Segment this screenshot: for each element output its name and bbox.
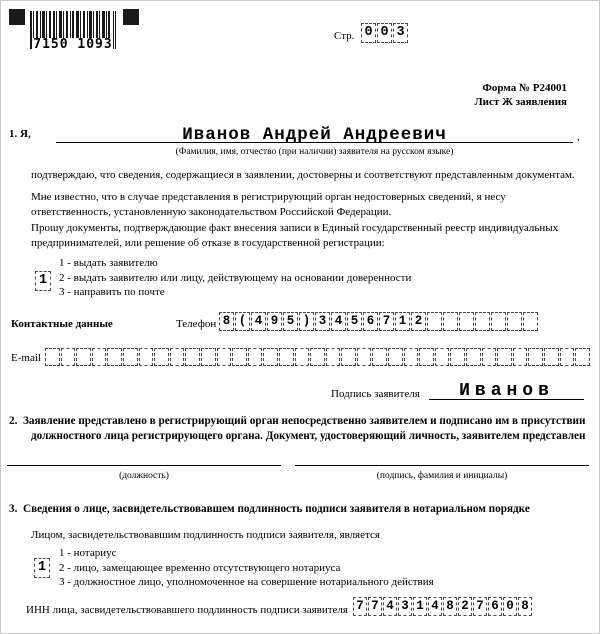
- email-label: E-mail: [11, 352, 41, 364]
- position-caption: (должность): [119, 471, 169, 481]
- confirm-paragraph: подтверждаю, что сведения, содержащиеся в заявлении, достоверны и соответствуют представленным документам.: [31, 169, 575, 181]
- char-cell[interactable]: [170, 348, 185, 366]
- char-cell[interactable]: [217, 348, 232, 366]
- char-cell[interactable]: [248, 348, 263, 366]
- char-cell[interactable]: [310, 348, 325, 366]
- position-sign-line[interactable]: [7, 465, 281, 466]
- char-cell[interactable]: [107, 348, 122, 366]
- witness-options: [59, 546, 583, 590]
- char-cell[interactable]: [341, 348, 356, 366]
- char-cell[interactable]: [404, 348, 419, 366]
- char-cell[interactable]: [326, 348, 341, 366]
- char-cell[interactable]: 8: [518, 597, 532, 616]
- char-cell[interactable]: 7: [473, 597, 487, 616]
- char-cell[interactable]: [76, 348, 91, 366]
- section3-title: 3. Сведения о лице, засвидетельствовавшем подлинность подписи заявителя в нотариальном порядке: [9, 503, 530, 515]
- phone-cells[interactable]: [219, 312, 539, 331]
- aware-paragraph: Мне известно, что в случае представления в регистрирующий орган недостоверных сведений, я несу ответственность, установленную законодательством Российской Федерации.: [31, 191, 506, 218]
- official-signature-caption: (подпись, фамилия и инициалы): [376, 471, 508, 481]
- char-cell[interactable]: 7: [353, 597, 367, 616]
- char-cell[interactable]: 6: [488, 597, 502, 616]
- section2-number: 2.: [9, 415, 18, 427]
- char-cell[interactable]: [279, 348, 294, 366]
- char-cell[interactable]: [435, 348, 450, 366]
- char-cell[interactable]: [450, 348, 465, 366]
- char-cell[interactable]: 5: [283, 312, 298, 331]
- delivery-options: [59, 256, 579, 300]
- char-cell[interactable]: [419, 348, 434, 366]
- char-cell[interactable]: [507, 312, 522, 331]
- char-cell[interactable]: 1: [413, 597, 427, 616]
- char-cell[interactable]: [528, 348, 543, 366]
- char-cell[interactable]: 4: [383, 597, 397, 616]
- char-cell[interactable]: [45, 348, 60, 366]
- inn-cells[interactable]: [353, 597, 533, 616]
- char-cell[interactable]: 7: [379, 312, 394, 331]
- char-cell[interactable]: (: [235, 312, 250, 331]
- char-cell[interactable]: 3: [393, 23, 408, 43]
- char-cell[interactable]: [523, 312, 538, 331]
- char-cell[interactable]: [201, 348, 216, 366]
- char-cell[interactable]: [295, 348, 310, 366]
- witness-option-3: 3 - должностное лицо, уполномоченное на совершение нотариального действия: [59, 576, 434, 589]
- form-code-block: [361, 82, 567, 109]
- witness-option-2: 2 - лицо, замещающее временно отсутствующего нотариуса: [59, 561, 341, 574]
- inn-label: ИНН лица, засвидетельствовавшего подлинность подписи заявителя: [26, 604, 348, 616]
- char-cell[interactable]: 0: [361, 23, 376, 43]
- char-cell[interactable]: 2: [458, 597, 472, 616]
- char-cell[interactable]: 1: [35, 271, 51, 291]
- applicant-name-field[interactable]: [56, 125, 573, 143]
- char-cell[interactable]: [154, 348, 169, 366]
- email-cells[interactable]: [45, 348, 591, 366]
- registration-mark-right: [123, 9, 139, 25]
- char-cell[interactable]: [263, 348, 278, 366]
- signature-value: Иванов: [459, 381, 554, 401]
- char-cell[interactable]: [459, 312, 474, 331]
- delivery-option-2: 2 - выдать заявителю или лицу, действующему на основании доверенности: [59, 271, 412, 284]
- sheet-label: Лист Ж заявления: [474, 95, 567, 108]
- applicant-name-value: Иванов Андрей Андреевич: [182, 125, 447, 145]
- char-cell[interactable]: ): [299, 312, 314, 331]
- phone-label: Телефон: [176, 318, 217, 330]
- char-cell[interactable]: 0: [377, 23, 392, 43]
- char-cell[interactable]: 8: [219, 312, 234, 331]
- char-cell[interactable]: [491, 312, 506, 331]
- contacts-label: Контактные данные: [11, 318, 113, 330]
- char-cell[interactable]: 0: [503, 597, 517, 616]
- char-cell[interactable]: [92, 348, 107, 366]
- char-cell[interactable]: [427, 312, 442, 331]
- witness-option-1: 1 - нотариус: [59, 547, 117, 559]
- char-cell[interactable]: [185, 348, 200, 366]
- applicant-prefix-label: 1. Я,: [9, 128, 31, 140]
- section3-number: 3.: [9, 503, 18, 515]
- barcode-digits: 7150 1093: [33, 37, 113, 52]
- char-cell[interactable]: [544, 348, 559, 366]
- official-sign-line[interactable]: [295, 465, 589, 466]
- form-code: Форма № Р24001: [482, 82, 567, 94]
- request-paragraph: Прошу документы, подтверждающие факт внесения записи в Единый государственный реестр индивидуальных предпринимателей, или решение об отказе в государственной регистрации:: [31, 222, 559, 249]
- name-caption: (Фамилия, имя, отчество (при наличии) заявителя на русском языке): [175, 147, 454, 157]
- char-cell[interactable]: [560, 348, 575, 366]
- witness-type-checkbox[interactable]: [34, 558, 51, 578]
- char-cell[interactable]: [575, 348, 590, 366]
- char-cell[interactable]: [388, 348, 403, 366]
- delivery-option-1: 1 - выдать заявителю: [59, 257, 158, 269]
- char-cell[interactable]: 3: [398, 597, 412, 616]
- barcode: [30, 11, 116, 52]
- char-cell[interactable]: 4: [251, 312, 266, 331]
- char-cell[interactable]: 6: [363, 312, 378, 331]
- char-cell[interactable]: 7: [368, 597, 382, 616]
- char-cell[interactable]: [513, 348, 528, 366]
- name-trailing-comma: ,: [577, 131, 580, 143]
- signature-label: Подпись заявителя: [331, 388, 420, 400]
- witness-intro: Лицом, засвидетельствовавшим подлинность подписи заявителя, является: [31, 529, 380, 541]
- char-cell[interactable]: [475, 312, 490, 331]
- char-cell[interactable]: 4: [428, 597, 442, 616]
- char-cell[interactable]: [497, 348, 512, 366]
- delivery-option-3: 3 - направить по почте: [59, 286, 165, 299]
- char-cell[interactable]: [232, 348, 247, 366]
- char-cell[interactable]: [443, 312, 458, 331]
- char-cell[interactable]: 1: [34, 558, 50, 578]
- char-cell[interactable]: 8: [443, 597, 457, 616]
- char-cell[interactable]: 9: [267, 312, 282, 331]
- char-cell[interactable]: [372, 348, 387, 366]
- registration-mark-left: [9, 9, 25, 25]
- char-cell[interactable]: 2: [411, 312, 426, 331]
- page-number-label: Стр.: [334, 30, 355, 42]
- page-number-cells[interactable]: [361, 23, 409, 43]
- char-cell[interactable]: 5: [347, 312, 362, 331]
- char-cell[interactable]: [466, 348, 481, 366]
- char-cell[interactable]: 4: [331, 312, 346, 331]
- char-cell[interactable]: [139, 348, 154, 366]
- char-cell[interactable]: [482, 348, 497, 366]
- signature-field[interactable]: [429, 381, 584, 400]
- char-cell[interactable]: [61, 348, 76, 366]
- char-cell[interactable]: [123, 348, 138, 366]
- char-cell[interactable]: 3: [315, 312, 330, 331]
- char-cell[interactable]: [357, 348, 372, 366]
- section2-text: 2. Заявление представлено в регистрирующий орган непосредственно заявителем и подписано им в присутствии должностного лица регистрирующего органа. Документ, удостоверяющий личность, заявителем представлен: [9, 415, 586, 442]
- delivery-option-checkbox[interactable]: [35, 271, 52, 291]
- char-cell[interactable]: 1: [395, 312, 410, 331]
